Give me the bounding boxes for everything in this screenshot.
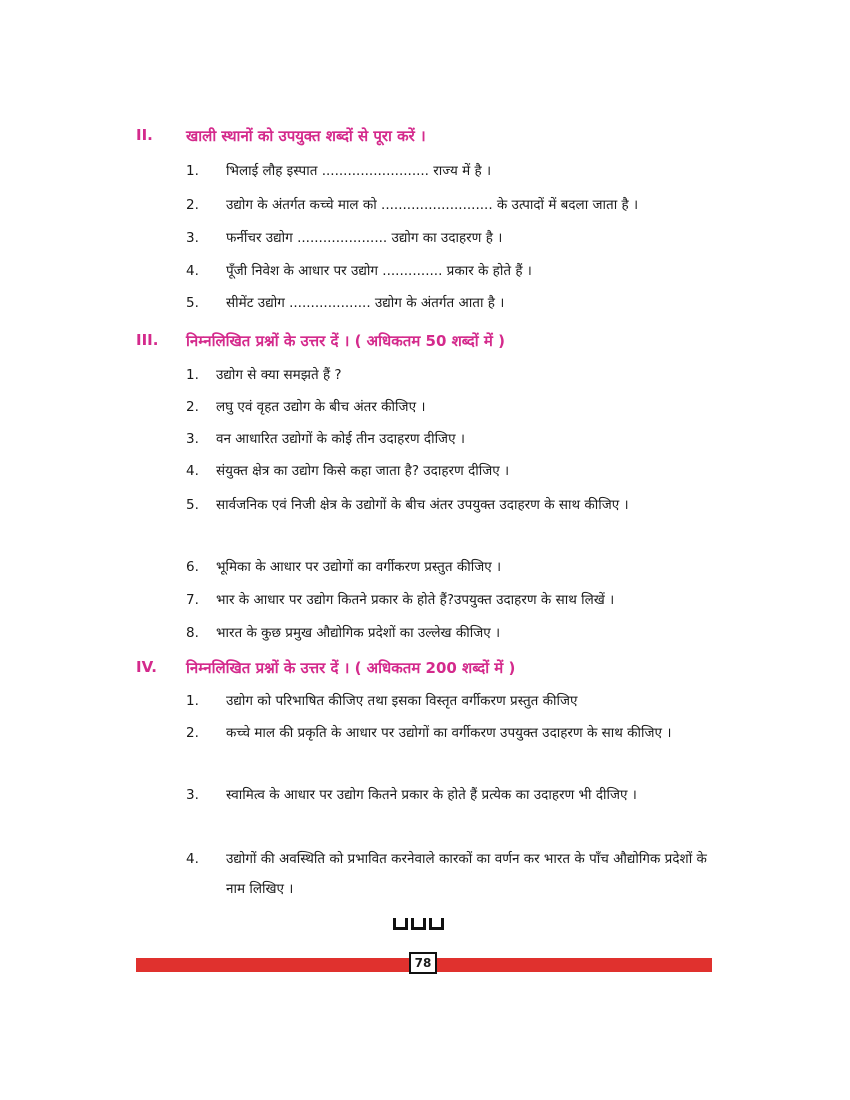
item-number: 3. (186, 431, 199, 447)
item-number: 3. (186, 230, 199, 246)
item-number: 2. (186, 725, 199, 741)
item-number: 4. (186, 851, 199, 867)
item-text: स्वामित्व के आधार पर उद्योग कितने प्रकार के होते हैं प्रत्येक का उदाहरण भी दीजिए । (226, 787, 637, 803)
section-title: निम्नलिखित प्रश्नों के उत्तर दें । ( अधिकतम 200 शब्दों में ) (186, 659, 516, 677)
item-number: 6. (186, 559, 199, 575)
item-number: 4. (186, 263, 199, 279)
item-number: 3. (186, 787, 199, 803)
item-text: उद्योग से क्या समझते हैं ? (216, 367, 342, 383)
item-text: भारत के कुछ प्रमुख औद्योगिक प्रदेशों का उल्लेख कीजिए । (216, 625, 501, 641)
section-heading-iii (136, 331, 505, 350)
section-number: IV. (136, 658, 157, 676)
item-number: 5. (186, 497, 199, 513)
section-number: II. (136, 126, 153, 144)
item-text: उद्योग के अंतर्गत कच्चे माल को .......................... के उत्पादों में बदला जाता है । (226, 197, 639, 213)
item-number: 5. (186, 295, 199, 311)
page-number: 78 (409, 952, 437, 974)
item-number: 1. (186, 163, 199, 179)
section-title: खाली स्थानों को उपयुक्त शब्दों से पूरा करें । (186, 127, 426, 145)
item-text: वन आधारित उद्योगों के कोई तीन उदाहरण दीजिए । (216, 431, 465, 447)
item-number: 1. (186, 367, 199, 383)
item-text: भार के आधार पर उद्योग कितने प्रकार के होते हैं?उपयुक्त उदाहरण के साथ लिखें । (216, 592, 615, 608)
section-heading-ii (136, 126, 426, 145)
end-mark-box (411, 918, 426, 930)
section-number: III. (136, 331, 159, 349)
item-text: फर्नीचर उद्योग ..................... उद्योग का उदाहरण है । (226, 230, 503, 246)
end-mark-box (429, 918, 444, 930)
item-text: लघु एवं वृहत उद्योग के बीच अंतर कीजिए । (216, 399, 426, 415)
section-heading-iv (136, 658, 516, 677)
item-number: 2. (186, 197, 199, 213)
item-text: कच्चे माल की प्रकृति के आधार पर उद्योगों का वर्गीकरण उपयुक्त उदाहरण के साथ कीजिए । (226, 725, 672, 741)
item-text: पूँजी निवेश के आधार पर उद्योग .............. प्रकार के होते हैं । (226, 263, 532, 279)
item-text: उद्योगों की अवस्थिति को प्रभावित करनेवाले कारकों का वर्णन कर भारत के पाँच औद्योगिक प्रदेशों के नाम लिखिए । (226, 851, 707, 897)
end-of-chapter-mark (393, 918, 444, 930)
end-mark-box (393, 918, 408, 930)
item-number: 4. (186, 463, 199, 479)
section-title: निम्नलिखित प्रश्नों के उत्तर दें । ( अधिकतम 50 शब्दों में ) (186, 332, 505, 350)
item-text: सार्वजनिक एवं निजी क्षेत्र के उद्योगों के बीच अंतर उपयुक्त उदाहरण के साथ कीजिए । (216, 497, 629, 513)
item-number: 7. (186, 592, 199, 608)
item-text: भूमिका के आधार पर उद्योगों का वर्गीकरण प्रस्तुत कीजिए । (216, 559, 502, 575)
item-text: सीमेंट उद्योग ................... उद्योग के अंतर्गत आता है । (226, 295, 505, 311)
item-text: भिलाई लौह इस्पात ......................... राज्य में है । (226, 163, 492, 179)
item-number: 8. (186, 625, 199, 641)
item-text: संयुक्त क्षेत्र का उद्योग किसे कहा जाता है? उदाहरण दीजिए । (216, 463, 510, 479)
item-text: उद्योग को परिभाषित कीजिए तथा इसका विस्तृत वर्गीकरण प्रस्तुत कीजिए (226, 693, 578, 709)
item-number: 1. (186, 693, 199, 709)
item-number: 2. (186, 399, 199, 415)
